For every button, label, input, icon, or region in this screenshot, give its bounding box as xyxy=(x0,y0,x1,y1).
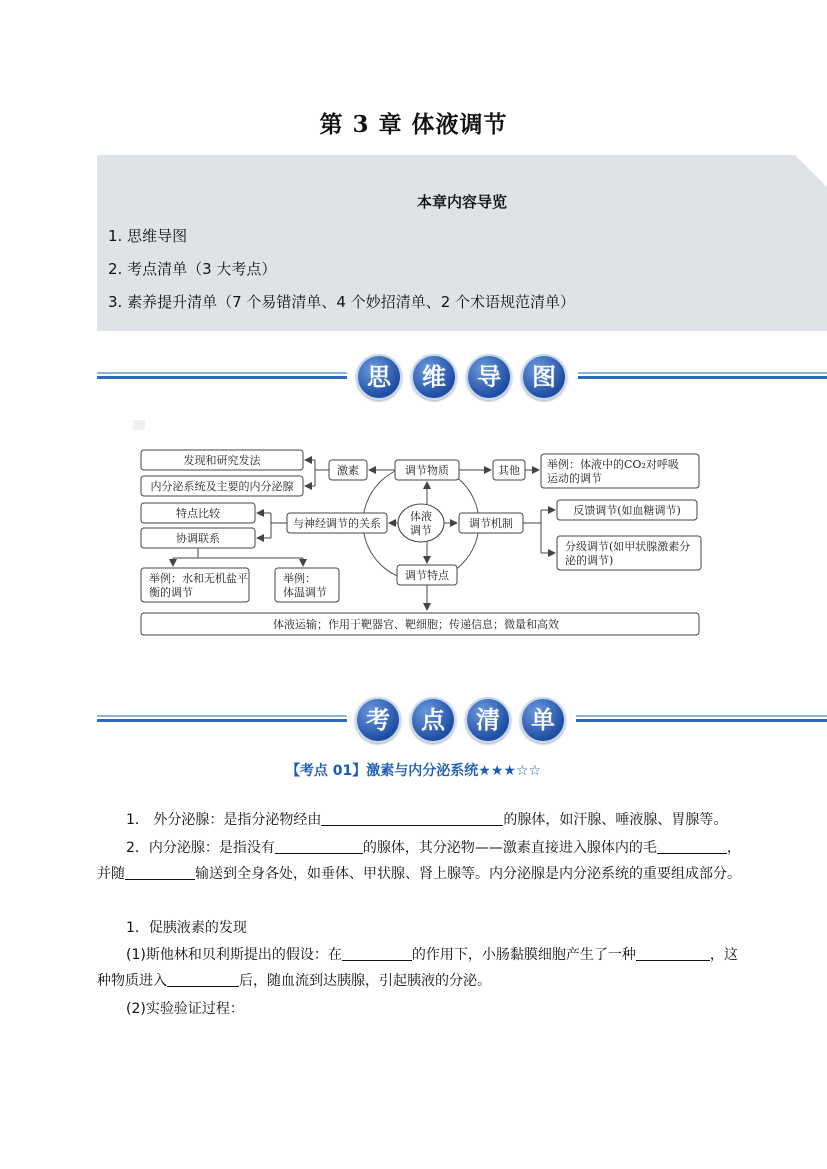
kaodian-title: 【考点 01】激素与内分泌系统★★★☆☆ xyxy=(285,763,542,779)
banner-char: 思 xyxy=(356,354,402,400)
center-node-label: 体液 xyxy=(410,510,432,523)
fill-blank[interactable] xyxy=(125,865,195,880)
text: ，这 xyxy=(709,947,738,963)
center-node-label: 调节 xyxy=(410,524,432,537)
paragraph-experiment: (2)实验验证过程： xyxy=(126,1001,244,1017)
overview-item-mindmap: 1. 思维导图 xyxy=(108,227,188,245)
text: 的作用下，小肠黏膜细胞产生了一种 xyxy=(411,947,636,963)
node-example-water-label: 衡的调节 xyxy=(149,586,193,599)
text: 的腺体，如汗腺、唾液腺、胃腺等。 xyxy=(503,812,728,828)
fill-blank[interactable] xyxy=(275,839,363,854)
fill-blank[interactable] xyxy=(321,811,503,826)
node-example-co2-label: 举例：体液中的CO₂对呼吸 xyxy=(547,458,679,471)
section-secretin: 1．促胰液素的发现 xyxy=(126,920,247,936)
node-features-label: 调节特点 xyxy=(405,569,449,582)
paragraph-exocrine xyxy=(126,810,727,830)
node-regulating-substance-label: 调节物质 xyxy=(405,464,449,477)
text: 2．内分泌腺：是指没有 xyxy=(126,840,275,856)
paragraph-endocrine xyxy=(126,838,741,858)
node-mechanism-label: 调节机制 xyxy=(469,517,513,530)
text: 1． 外分泌腺：是指分泌物经由 xyxy=(126,812,322,828)
banner-char: 清 xyxy=(465,697,511,743)
banner-char: 图 xyxy=(521,354,567,400)
overview-heading: 本章内容导览 xyxy=(416,193,507,211)
node-hormone-label: 激素 xyxy=(337,464,359,477)
text: 输送到全身各处，如垂体、甲状腺、肾上腺等。内分泌腺是内分泌系统的重要组成部分。 xyxy=(195,866,741,882)
paragraph-endocrine-cont xyxy=(97,864,741,884)
banner-mindmap xyxy=(0,352,827,402)
overview-item-suyang: 3. 素养提升清单（7 个易错清单、4 个妙招清单、2 个术语规范清单） xyxy=(108,293,576,311)
banner-line-right xyxy=(576,715,827,723)
fill-blank[interactable] xyxy=(636,946,710,961)
node-graded-label: 泌的调节) xyxy=(565,554,614,567)
banner-char: 考 xyxy=(355,697,401,743)
banner-line-left xyxy=(97,715,347,723)
chapter-overview-box xyxy=(97,155,827,331)
banner-char: 导 xyxy=(466,354,512,400)
node-feature-compare-label: 特点比较 xyxy=(176,507,220,520)
banner-line-right xyxy=(578,372,827,380)
banner-char: 单 xyxy=(520,697,566,743)
fill-blank[interactable] xyxy=(657,839,727,854)
node-example-temp-label: 举例： xyxy=(283,572,316,585)
node-graded-label: 分级调节(如甲状腺激素分 xyxy=(565,540,691,553)
node-discovery-label: 发现和研究发法 xyxy=(183,454,261,467)
node-endocrine-system-label: 内分泌系统及主要的内分泌腺 xyxy=(150,480,294,493)
banner-kaodian xyxy=(0,695,827,745)
text: 并随 xyxy=(97,866,125,882)
node-example-co2-label: 运动的调节 xyxy=(547,472,602,485)
paragraph-hypothesis xyxy=(126,945,738,965)
node-relation-nerve-label: 与神经调节的关系 xyxy=(293,517,381,530)
fill-blank[interactable] xyxy=(342,946,412,961)
node-feedback-label: 反馈调节(如血糖调节) xyxy=(573,504,681,517)
text: ， xyxy=(726,840,741,856)
chapter-title: 第 3 章 体液调节 xyxy=(319,111,508,138)
banner-char: 维 xyxy=(411,354,457,400)
node-other-label: 其他 xyxy=(498,464,520,477)
text: 种物质进入 xyxy=(97,973,167,989)
overview-item-kaodian: 2. 考点清单（3 大考点） xyxy=(108,260,277,278)
mind-map-diagram xyxy=(133,420,703,645)
node-transport-label: 体液运输；作用于靶器官、靶细胞；传递信息；微量和高效 xyxy=(273,618,559,631)
banner-line-left xyxy=(97,372,347,380)
node-example-water-label: 举例：水和无机盐平 xyxy=(149,572,248,585)
text: 后，随血流到达胰腺，引起胰液的分泌。 xyxy=(239,973,491,989)
fill-blank[interactable] xyxy=(167,972,239,987)
text: 的腺体，其分泌物——激素直接进入腺体内的毛 xyxy=(362,840,657,856)
node-coordinate-label: 协调联系 xyxy=(176,532,220,545)
banner-char: 点 xyxy=(410,697,456,743)
node-example-temp-label: 体温调节 xyxy=(283,586,327,599)
text: (1)斯他林和贝利斯提出的假设：在 xyxy=(126,947,342,963)
paragraph-hypothesis-cont xyxy=(97,971,491,991)
